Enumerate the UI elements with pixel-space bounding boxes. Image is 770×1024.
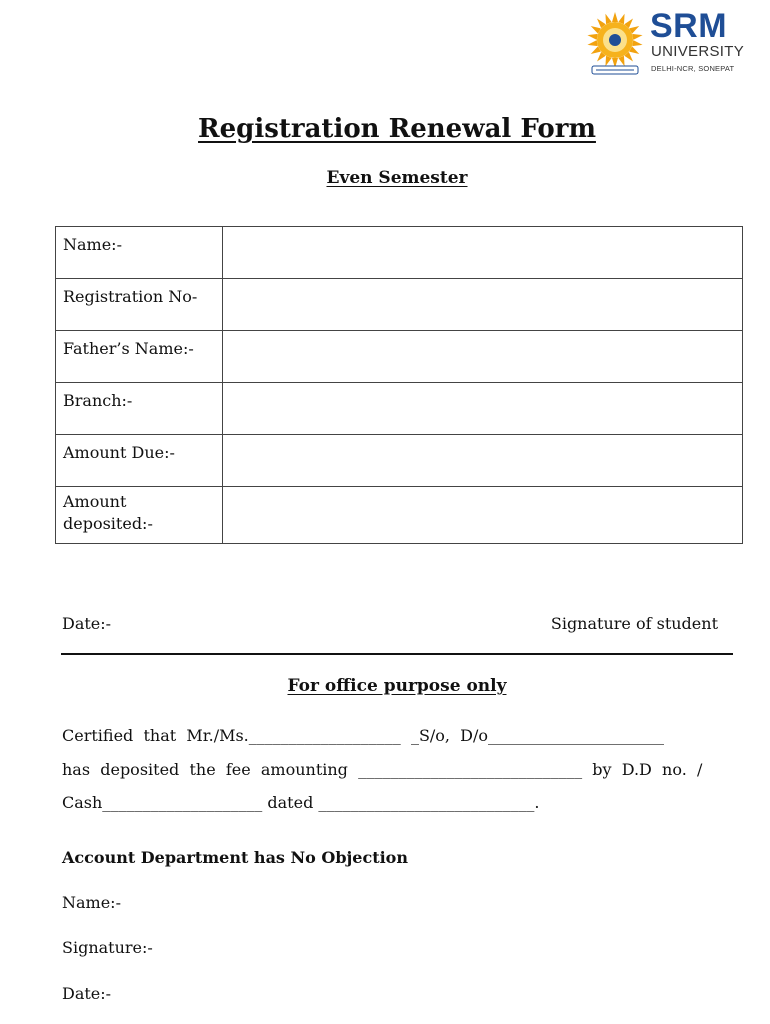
registration-no-value-field[interactable]	[223, 279, 743, 331]
amount-deposited-label	[56, 487, 223, 544]
name-label: Name:-	[56, 227, 223, 279]
student-info-table	[55, 226, 743, 544]
certify-line-1: Certified that Mr./Ms.___________________ _S/o, D/o______________________	[62, 726, 665, 745]
office-name-label: Name:-	[62, 893, 121, 912]
table-row	[56, 279, 743, 331]
amount-deposited-label-line1: Amount	[63, 492, 127, 511]
table-row	[56, 227, 743, 279]
form-subtitle: Even Semester	[326, 168, 468, 188]
university-name: UNIVERSITY	[651, 43, 745, 60]
name-value-field[interactable]	[223, 227, 743, 279]
table-row	[56, 487, 743, 544]
office-date-label: Date:-	[62, 984, 112, 1003]
section-divider	[61, 653, 733, 655]
office-heading: For office purpose only	[287, 676, 507, 696]
table-row	[56, 383, 743, 435]
fathers-name-label: Father’s Name:-	[56, 331, 223, 383]
table-row	[56, 435, 743, 487]
university-location: DELHI-NCR, SONEPAT	[651, 64, 735, 73]
student-signature-label: Signature of student	[550, 614, 718, 633]
amount-due-label: Amount Due:-	[56, 435, 223, 487]
certify-line-2: has deposited the fee amounting ____________________________ by D.D no. /	[62, 760, 703, 779]
fathers-name-value-field[interactable]	[223, 331, 743, 383]
amount-deposited-label-line2: deposited:-	[63, 514, 153, 533]
student-date-label: Date:-	[62, 614, 112, 633]
table-row	[56, 331, 743, 383]
brand-name: SRM	[650, 7, 728, 45]
amount-due-value-field[interactable]	[223, 435, 743, 487]
account-heading: Account Department has No Objection	[62, 848, 408, 867]
branch-value-field[interactable]	[223, 383, 743, 435]
form-title: Registration Renewal Form	[198, 114, 596, 144]
certify-line-3: Cash____________________ dated ___________________________.	[62, 793, 540, 812]
srm-emblem-icon	[584, 10, 646, 76]
registration-no-label: Registration No-	[56, 279, 223, 331]
amount-deposited-value-field[interactable]	[223, 487, 743, 544]
branch-label: Branch:-	[56, 383, 223, 435]
srm-logo	[584, 8, 744, 78]
office-signature-label: Signature:-	[62, 938, 153, 957]
